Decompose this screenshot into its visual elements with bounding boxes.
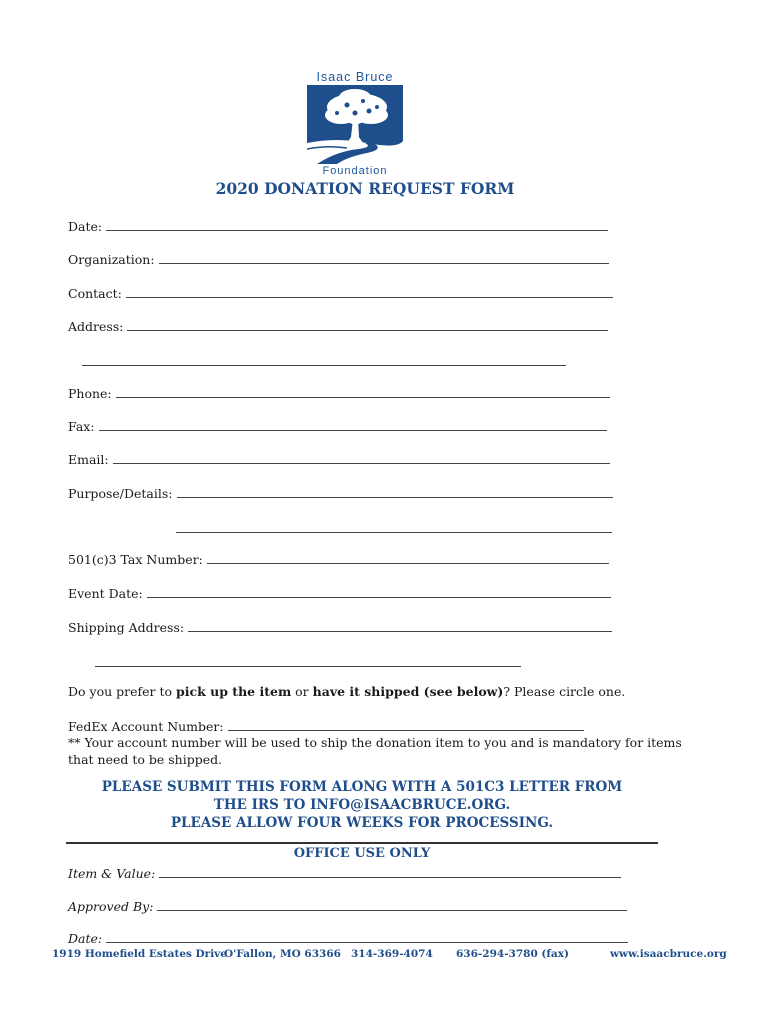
organization-label: Organization: <box>68 252 155 267</box>
shipped-option[interactable]: have it shipped (see below) <box>312 684 504 699</box>
contact-label: Contact: <box>68 286 122 301</box>
footer-street: 1919 Homefield Estates Drive <box>52 948 227 960</box>
email-field[interactable] <box>68 451 610 468</box>
tax-number-label: 501(c)3 Tax Number: <box>68 552 203 567</box>
tree-logo-icon <box>307 85 403 164</box>
office-date-label: Date: <box>68 931 103 946</box>
preference-suffix: ? Please circle one. <box>503 684 626 699</box>
shipping-address-line[interactable] <box>188 619 612 632</box>
footer-city: O'Fallon, MO 63366 <box>224 948 341 960</box>
date-label: Date: <box>68 219 103 234</box>
phone-line[interactable] <box>116 385 610 398</box>
footer-website[interactable]: www.isaacbruce.org <box>610 948 727 960</box>
tax-number-field[interactable] <box>68 551 609 568</box>
fedex-note-2: that need to be shipped. <box>68 752 223 767</box>
fax-line[interactable] <box>99 418 607 431</box>
address-field[interactable] <box>68 318 608 335</box>
notice-line-1: PLEASE SUBMIT THIS FORM ALONG WITH A 501C3 LETTER FROM <box>101 779 623 795</box>
event-date-label: Event Date: <box>68 586 143 601</box>
organization-field[interactable] <box>68 251 609 268</box>
item-value-field[interactable] <box>68 865 621 882</box>
item-value-line[interactable] <box>159 865 621 878</box>
fedex-note-1: ** Your account number will be used to ship the donation item to you and is mandatory for items <box>68 735 682 750</box>
office-date-line[interactable] <box>106 930 628 943</box>
logo-top-text: Isaac Bruce <box>316 70 394 84</box>
email-label: Email: <box>68 452 109 467</box>
preference-prefix: Do you prefer to <box>68 684 177 699</box>
contact-line[interactable] <box>126 285 613 298</box>
fedex-line[interactable] <box>228 718 584 731</box>
office-date-field[interactable] <box>68 930 628 947</box>
fax-label: Fax: <box>68 419 95 434</box>
approved-by-line[interactable] <box>157 898 627 911</box>
purpose-line-2[interactable] <box>176 531 612 533</box>
foundation-logo <box>306 70 404 178</box>
phone-field[interactable] <box>68 385 610 402</box>
logo-bottom-text: Foundation <box>322 165 388 177</box>
tax-number-line[interactable] <box>207 551 609 564</box>
notice-line-3: PLEASE ALLOW FOUR WEEKS FOR PROCESSING. <box>170 815 554 831</box>
preference-middle: or <box>291 684 313 699</box>
footer-fax: 636-294-3780 (fax) <box>456 948 569 960</box>
fedex-account-field[interactable] <box>68 718 584 735</box>
item-value-label: Item & Value: <box>68 866 156 881</box>
shipping-address-line-2[interactable] <box>95 665 521 667</box>
purpose-label: Purpose/Details: <box>68 486 173 501</box>
email-line[interactable] <box>113 451 610 464</box>
organization-line[interactable] <box>159 251 609 264</box>
contact-field[interactable] <box>68 285 613 302</box>
office-use-heading: OFFICE USE ONLY <box>293 846 431 861</box>
section-divider <box>66 842 658 844</box>
address-label: Address: <box>68 319 124 334</box>
approved-by-label: Approved By: <box>68 899 154 914</box>
event-date-field[interactable] <box>68 585 611 602</box>
notice-line-2: THE IRS TO INFO@ISAACBRUCE.ORG. <box>213 797 511 813</box>
shipping-address-label: Shipping Address: <box>68 620 185 635</box>
form-title: 2020 DONATION REQUEST FORM <box>215 179 515 198</box>
phone-label: Phone: <box>68 386 112 401</box>
address-line-2[interactable] <box>82 364 566 366</box>
shipping-address-field[interactable] <box>68 619 612 636</box>
pickup-option[interactable]: pick up the item <box>176 684 292 699</box>
fax-field[interactable] <box>68 418 607 435</box>
purpose-field[interactable] <box>68 485 613 502</box>
delivery-preference <box>68 684 625 700</box>
date-field[interactable] <box>68 218 608 235</box>
date-line[interactable] <box>106 218 608 231</box>
footer-phone: 314-369-4074 <box>351 948 433 960</box>
fedex-label: FedEx Account Number: <box>68 719 224 734</box>
purpose-line[interactable] <box>177 485 613 498</box>
address-line[interactable] <box>127 318 608 331</box>
approved-by-field[interactable] <box>68 898 627 915</box>
event-date-line[interactable] <box>147 585 611 598</box>
